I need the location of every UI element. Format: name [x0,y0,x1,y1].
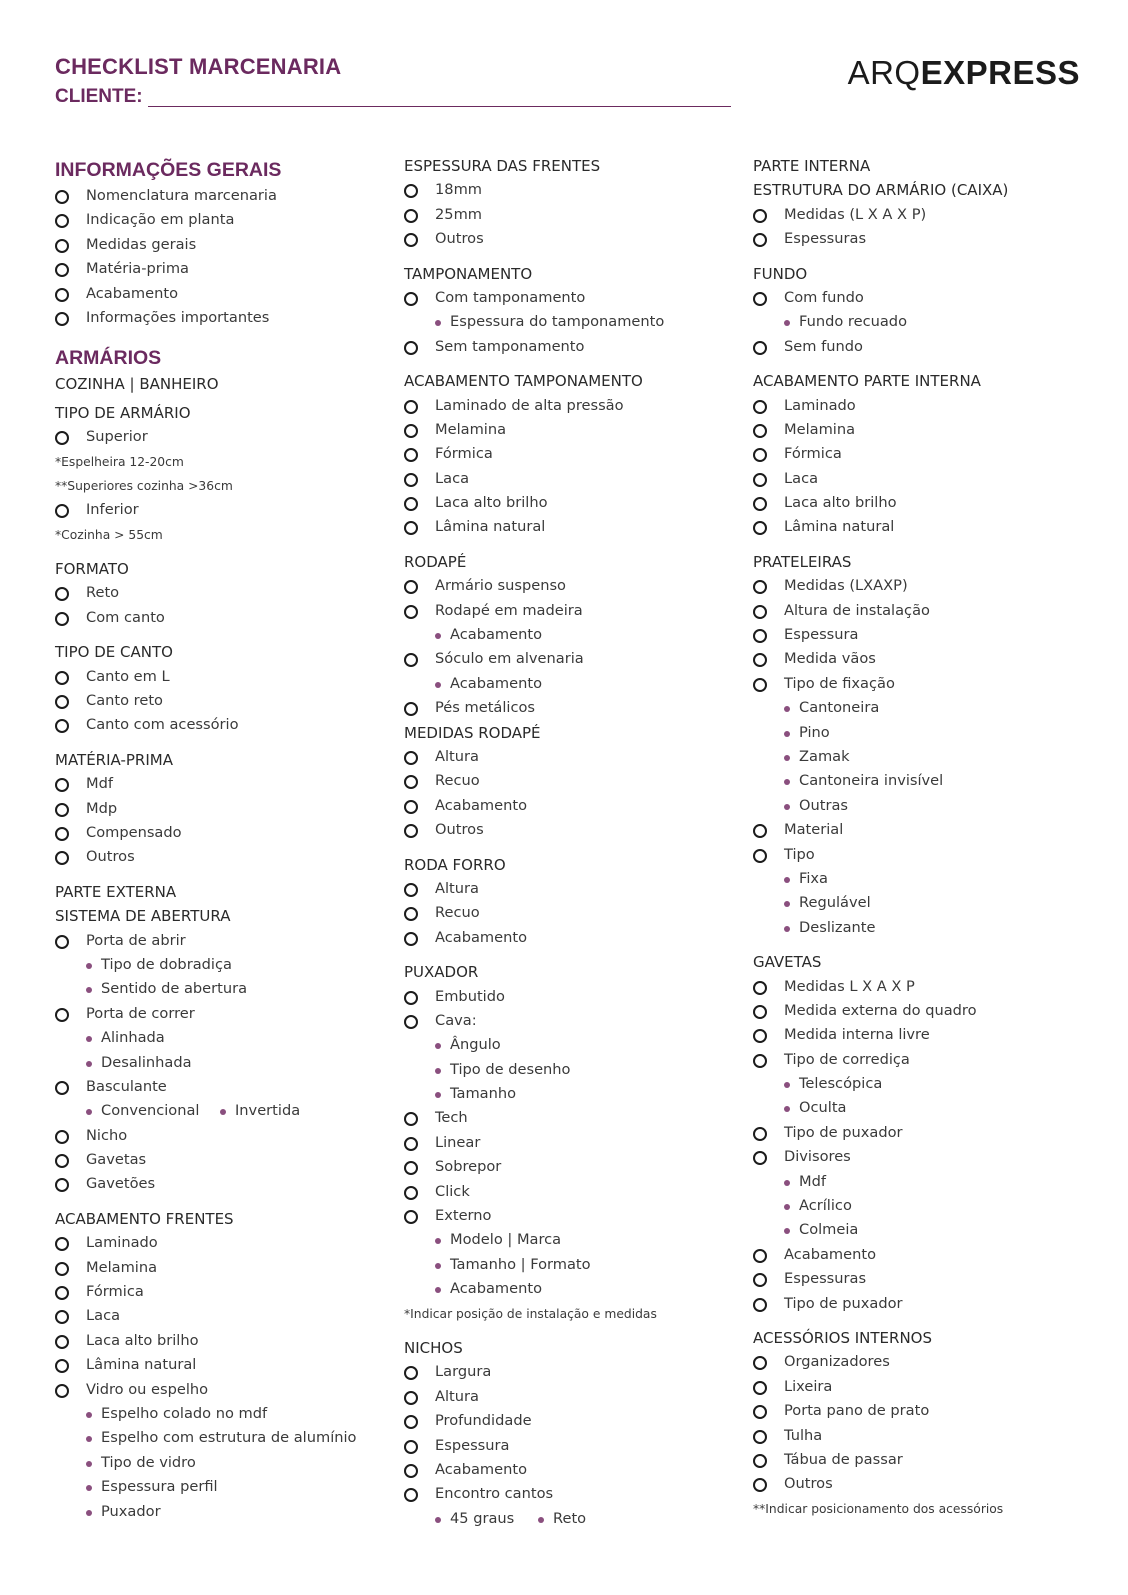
bullet-item[interactable]: Acrílico [753,1194,1008,1218]
checklist-item[interactable]: Altura de instalação [753,599,1008,623]
checklist-item[interactable]: Tulha [753,1424,1008,1448]
checklist-item[interactable]: Canto com acessório [55,713,356,737]
document-title: CHECKLIST MARCENARIA [55,54,342,79]
group-heading-tipo-armario: TIPO DE ARMÁRIO [55,403,191,422]
bullet-item[interactable] [235,1099,300,1123]
checklist-item[interactable]: Com tamponamento [404,286,664,310]
checklist-item[interactable]: Lâmina natural [753,515,1008,539]
bullet-item[interactable]: Espessura do tamponamento [404,310,664,334]
checklist-item[interactable]: Reto [55,581,356,605]
bullet-item[interactable]: Colmeia [753,1218,1008,1242]
checklist-item[interactable]: Sem fundo [753,335,1008,359]
checklist-item[interactable]: Gavetões [55,1172,356,1196]
checklist-item[interactable]: Outros [55,845,356,869]
bullet-item[interactable]: Tipo de desenho [404,1058,664,1082]
checklist-item[interactable]: Rodapé em madeira [404,599,664,623]
group-heading-parte-externa: PARTE EXTERNA [55,882,177,901]
bullet-item[interactable]: Tamanho | Formato [404,1253,664,1277]
bullet-item[interactable]: Oculta [753,1096,1008,1120]
checklist-item[interactable]: Outros [404,227,664,251]
group-heading-acabamento-frentes: ACABAMENTO FRENTES [55,1209,234,1228]
bullet-item[interactable]: Cantoneira [753,696,1008,720]
group-heading-acabamento-parte-interna: ACABAMENTO PARTE INTERNA [753,372,981,391]
checklist-item[interactable]: Acabamento [55,282,356,306]
checklist-item[interactable]: Com fundo [753,286,1008,310]
group-heading-rodape: RODAPÉ [404,552,467,571]
checklist-item[interactable]: Divisores [753,1145,1008,1169]
bullet-item[interactable]: Tipo de dobradiça [55,953,356,977]
checklist-item[interactable]: Tipo de corrediça [753,1048,1008,1072]
group-heading-espessura-frentes: ESPESSURA DAS FRENTES [404,157,601,175]
group-heading-acabamento-tamponamento: ACABAMENTO TAMPONAMENTO [404,372,643,391]
checklist-item[interactable]: Laca alto brilho [404,491,664,515]
checklist-item[interactable]: Vidro ou espelho [55,1378,356,1402]
checklist-item[interactable]: Porta de correr [55,1002,356,1026]
checklist-item[interactable]: Laminado [753,394,1008,418]
checklist-item[interactable]: Porta pano de prato [753,1399,1008,1423]
checklist-item[interactable]: Medidas (LXAXP) [753,574,1008,598]
checklist-item[interactable]: Embutido [404,985,664,1009]
checklist-item[interactable]: Laminado [55,1231,356,1255]
bullet-item[interactable]: Fundo recuado [753,310,1008,334]
footnote: *Espelheira 12-20cm [55,454,184,469]
checklist-item[interactable]: Medidas L X A X P [753,975,1008,999]
bullet-item[interactable]: Acabamento [404,1277,664,1301]
checklist-item[interactable]: Laca [55,1304,356,1328]
footnote: *Indicar posição de instalação e medidas [404,1306,657,1321]
logo-part-arq: ARQ [847,54,921,91]
group-heading-puxador: PUXADOR [404,963,479,982]
checklist-item[interactable]: Medidas gerais [55,233,356,257]
group-heading-estrutura: ESTRUTURA DO ARMÁRIO (CAIXA) [753,181,1009,200]
group-heading-nichos: NICHOS [404,1338,463,1357]
group-heading-parte-interna: PARTE INTERNA [753,157,871,175]
checklist-item[interactable]: Gavetas [55,1148,356,1172]
checklist-item[interactable]: Lixeira [753,1375,1008,1399]
column-right [753,154,1008,1521]
checklist-item[interactable]: Acabamento [404,1458,664,1482]
checklist-item[interactable]: Com canto [55,606,356,630]
bullet-item[interactable]: Modelo | Marca [404,1228,664,1252]
checklist-item[interactable]: Porta de abrir [55,929,356,953]
group-heading-formato: FORMATO [55,560,129,579]
checklist-item[interactable]: Altura [404,877,664,901]
checklist-item[interactable]: Linear [404,1131,664,1155]
bullet-item[interactable]: Tipo de vidro [55,1451,356,1475]
checklist-item[interactable]: Altura [404,745,664,769]
checklist-item[interactable]: Espessura [753,623,1008,647]
checklist-item[interactable]: Outros [753,1472,1008,1496]
checklist-item[interactable]: Organizadores [753,1350,1008,1374]
checklist-item[interactable]: Mdf [55,772,356,796]
checklist-item[interactable]: Tipo de puxador [753,1292,1008,1316]
bullet-item[interactable]: Telescópica [753,1072,1008,1096]
checklist-item[interactable]: Lâmina natural [404,515,664,539]
checklist-item[interactable]: Matéria-prima [55,257,356,281]
bullet-item[interactable]: Desalinhada [55,1051,356,1075]
checklist-item[interactable]: Mdp [55,797,356,821]
checklist-item[interactable]: Tipo de puxador [753,1121,1008,1145]
checklist-item[interactable]: Superior [55,425,356,449]
checklist-item[interactable]: Fórmica [753,442,1008,466]
section-title-informacoes-gerais: INFORMAÇÕES GERAIS [55,159,282,181]
checklist-item[interactable]: Medida externa do quadro [753,999,1008,1023]
group-heading-acessorios-internos: ACESSÓRIOS INTERNOS [753,1328,932,1347]
bullet-item[interactable]: Cantoneira invisível [753,769,1008,793]
checklist-item[interactable]: Espessuras [753,1267,1008,1291]
bullet-label: Invertida [235,1102,301,1120]
checklist-item[interactable]: Cava: [404,1009,664,1033]
checklist-item[interactable]: Acabamento [753,1243,1008,1267]
bullet-item[interactable]: 45 graus [450,1509,515,1527]
checklist-item[interactable]: Altura [404,1385,664,1409]
checklist-item[interactable]: Outros [404,818,664,842]
checklist-item[interactable]: Basculante [55,1075,356,1099]
bullet-item[interactable]: Espelho colado no mdf [55,1402,356,1426]
bullet-item[interactable]: Pino [753,721,1008,745]
group-heading-fundo: FUNDO [753,264,808,283]
group-heading-materia-prima: MATÉRIA-PRIMA [55,750,173,769]
checklist-item[interactable]: Laca [404,467,664,491]
section-title-armarios: ARMÁRIOS [55,347,162,370]
checklist-item[interactable]: Material [753,818,1008,842]
bullet-item[interactable]: Espelho com estrutura de alumínio [55,1426,356,1450]
bullet-item[interactable]: Espessura perfil [55,1475,356,1499]
checklist-item[interactable]: Recuo [404,769,664,793]
group-heading-tamponamento: TAMPONAMENTO [404,264,533,283]
checklist-item[interactable]: Largura [404,1360,664,1384]
checklist-item[interactable]: Fórmica [55,1280,356,1304]
bullet-item[interactable]: Alinhada [55,1026,356,1050]
bullet-item[interactable]: Sentido de abertura [55,977,356,1001]
checklist-item[interactable]: Fórmica [404,442,664,466]
checklist-item[interactable]: Melamina [55,1256,356,1280]
checklist-item[interactable]: Tipo de fixação [753,672,1008,696]
checklist-item[interactable]: Melamina [404,418,664,442]
checklist-item[interactable]: 25mm [404,203,664,227]
checklist-item[interactable]: Profundidade [404,1409,664,1433]
checklist-item[interactable]: Espessura [404,1434,664,1458]
group-heading-prateleiras: PRATELEIRAS [753,552,852,571]
checklist-item[interactable]: Indicação em planta [55,208,356,232]
checklist-item[interactable]: Espessuras [753,227,1008,251]
bullet-item[interactable]: Acabamento [404,623,664,647]
checklist-item[interactable]: Nomenclatura marcenaria [55,184,356,208]
checklist-item[interactable]: Tech [404,1106,664,1130]
group-heading-medidas-rodape: MEDIDAS RODAPÉ [404,723,541,742]
checklist-item[interactable]: Acabamento [404,794,664,818]
checklist-item[interactable]: Acabamento [404,926,664,950]
checklist-item[interactable]: Tábua de passar [753,1448,1008,1472]
checklist-item[interactable]: Lâmina natural [55,1353,356,1377]
checklist-item[interactable]: Nicho [55,1124,356,1148]
checklist-item[interactable]: Sóculo em alvenaria [404,647,664,671]
bullet-item[interactable]: Ângulo [404,1033,664,1057]
bullet-item[interactable]: Regulável [753,891,1008,915]
client-label: CLIENTE: [55,86,143,107]
checklist-item[interactable]: Medida vãos [753,647,1008,671]
bullet-item[interactable]: Acabamento [404,672,664,696]
bullet-item-pair [55,1099,356,1123]
client-input-line[interactable] [148,106,731,107]
checklist-item[interactable]: Sem tamponamento [404,335,664,359]
checklist-item[interactable]: Armário suspenso [404,574,664,598]
bullet-item[interactable]: Zamak [753,745,1008,769]
checklist-item[interactable]: Sobrepor [404,1155,664,1179]
bullet-item[interactable]: Tamanho [404,1082,664,1106]
checklist-item[interactable]: Pés metálicos [404,696,664,720]
checklist-item[interactable]: Compensado [55,821,356,845]
arqexpress-logo [848,54,1080,92]
bullet-item[interactable]: Mdf [753,1170,1008,1194]
checklist-item[interactable]: Laca alto brilho [753,491,1008,515]
checklist-item[interactable]: Medidas (L X A X P) [753,203,1008,227]
bullet-item[interactable]: Puxador [55,1500,356,1524]
checklist-item[interactable]: Laminado de alta pressão [404,394,664,418]
footnote: **Indicar posicionamento dos acessórios [753,1501,1004,1516]
bullet-item[interactable]: Convencional [101,1102,200,1120]
bullet-item[interactable] [553,1507,586,1531]
bullet-label: Reto [553,1509,587,1527]
group-heading-roda-forro: RODA FORRO [404,855,506,874]
column-left [55,154,356,1524]
bullet-item[interactable]: Deslizante [753,916,1008,940]
checklist-item[interactable]: Click [404,1180,664,1204]
checklist-item[interactable]: Laca alto brilho [55,1329,356,1353]
bullet-item[interactable]: Fixa [753,867,1008,891]
checklist-item[interactable]: Informações importantes [55,306,356,330]
checklist-item[interactable]: Laca [753,467,1008,491]
bullet-item[interactable]: Outras [753,794,1008,818]
footnote: *Cozinha > 55cm [55,527,163,542]
checklist-item[interactable]: Tipo [753,843,1008,867]
checklist-item[interactable]: Encontro cantos [404,1482,664,1506]
footnote: **Superiores cozinha >36cm [55,478,233,493]
checklist-item[interactable]: Externo [404,1204,664,1228]
checklist-item[interactable]: Medida interna livre [753,1023,1008,1047]
checklist-item[interactable]: Canto reto [55,689,356,713]
checklist-item[interactable]: Recuo [404,901,664,925]
column-middle [404,154,664,1531]
bullet-item-pair [404,1507,664,1531]
logo-part-express: EXPRESS [920,54,1080,91]
checklist-item[interactable]: Canto em L [55,665,356,689]
section-subtitle: COZINHA | BANHEIRO [55,375,219,394]
group-heading-gavetas: GAVETAS [753,953,822,972]
checklist-item[interactable]: Inferior [55,498,356,522]
checklist-item[interactable]: 18mm [404,178,664,202]
group-heading-sistema-abertura: SISTEMA DE ABERTURA [55,907,231,926]
group-heading-tipo-canto: TIPO DE CANTO [55,643,173,662]
checklist-item[interactable]: Melamina [753,418,1008,442]
